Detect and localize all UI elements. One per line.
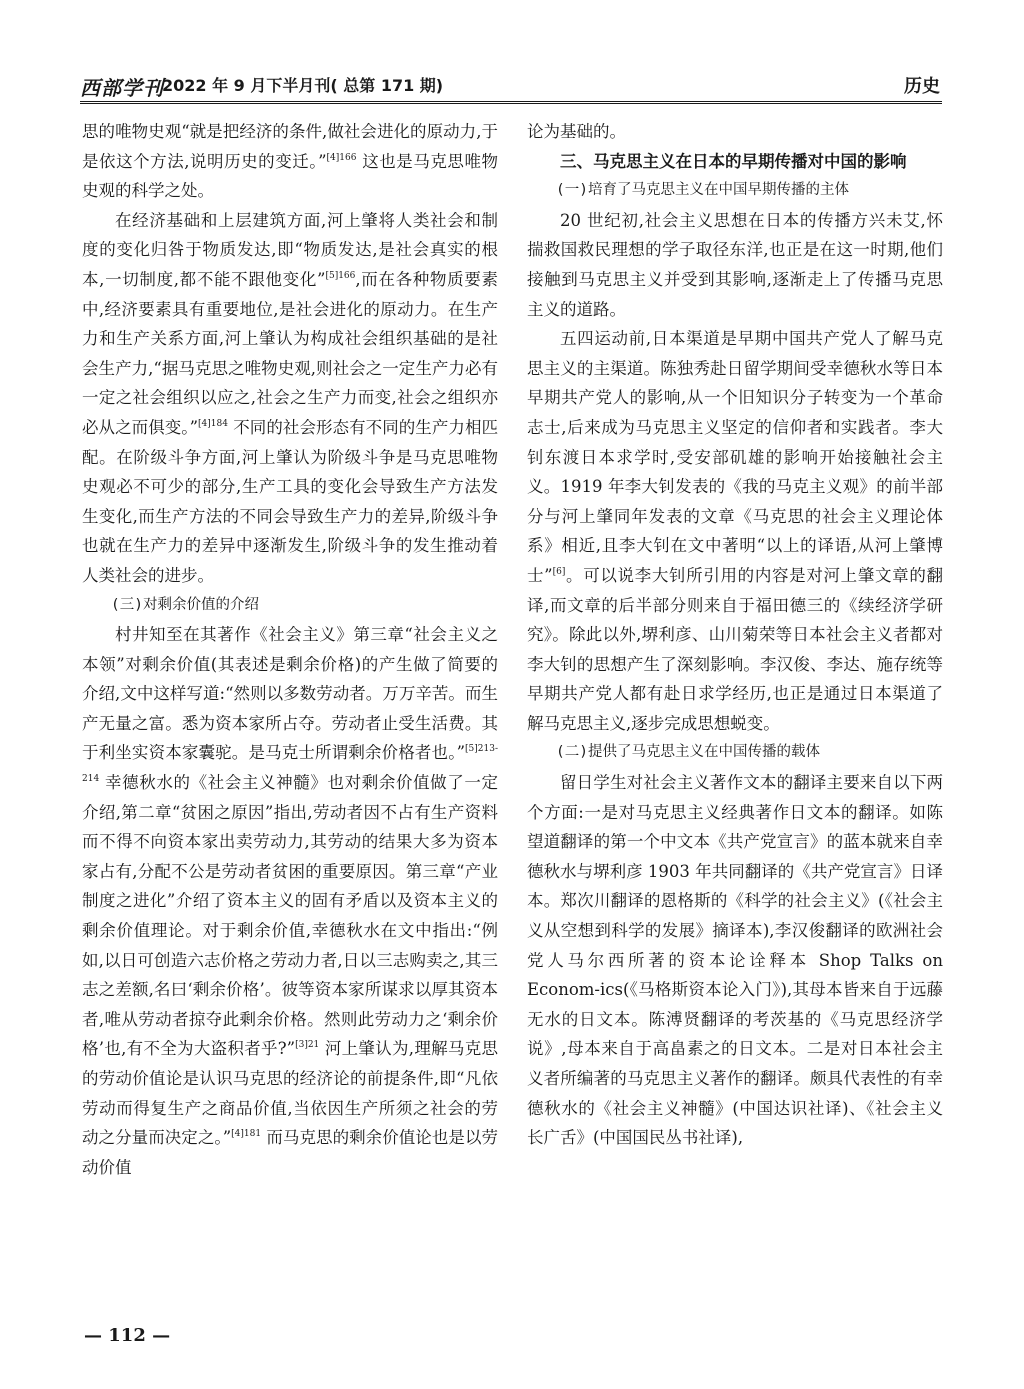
citation: [5]166 bbox=[325, 270, 356, 281]
citation: [4]184 bbox=[198, 418, 228, 429]
subsection-heading: (一)培育了马克思主义在中国早期传播的主体 bbox=[556, 182, 849, 199]
paragraph: 论为基础的。 bbox=[527, 122, 626, 141]
page-number: — 112 — bbox=[84, 1325, 171, 1346]
running-header bbox=[80, 68, 942, 102]
paragraph: 留日学生对社会主义著作文本的翻译主要来自以下两个方面:一是对马克思主义经典著作日文本的翻译。如陈望道翻译的第一个中文本《共产党宣言》的蓝本就来自幸德秋水与堺利彦 1903 年共同翻译的《共产党宣言》日译本。郑次川翻译的恩格斯的《科学的社会主义》(《社会主义从空想到科学的发展》摘译本),李汉俊翻译的欧洲社会党人马尔西所著的资本论诠释本 Shop Talks on Econom-ics(《马格斯资本论入门》),其母本皆来自于远藤无水的日文本。陈溥贤翻译的考茨基的《马克思经济学说》,母本来自于高畠素之的日文本。二是对日本社会主义者所编著的马克思主义著作的翻译。颇具代表性的有幸德秋水的《社会主义神髓》(中国达识社译)、《社会主义长广舌》(中国国民丛书社译), bbox=[527, 773, 943, 1148]
header-rule bbox=[80, 101, 942, 104]
right-column bbox=[527, 117, 943, 1153]
paragraph: 思的唯物史观“就是把经济的条件,做社会进化的原动力,于是依这个方法,说明历史的变迁。”$^{[4]166}$ 这也是马克思唯物史观的科学之处。 bbox=[82, 122, 499, 201]
left-column bbox=[82, 117, 498, 1182]
journal-logo: 西部学刊 bbox=[80, 76, 164, 100]
issue-info: 2022 年 9 月下半月刊( 总第 171 期) bbox=[162, 76, 444, 95]
citation: [6] bbox=[552, 566, 566, 577]
citation: [5]213-214 bbox=[82, 744, 498, 785]
paragraph: 村井知至在其著作《社会主义》第三章“社会主义之本领”对剩余价值(其表述是剩余价格)的产生做了简要的介绍,文中这样写道:“然则以多数劳动者。万万辛苦。而生产无量之富。悉为资本家所占夺。劳动者止受生活费。其于利坐实资本家囊驼。是马克士所谓剩余价格者也。”$^{[5]213-214}$ 幸德秋水的《社会主义神髓》也对剩余价值做了一定介绍,第二章“贫困之原因”指出,劳动者因不占有生产资料而不得不向资本家出卖劳动力,其劳动的结果大多为资本家占有,分配不公是劳动者贫困的重要原因。第三章“产业制度之进化”介绍了资本主义的固有矛盾以及资本主义的剩余价值理论。对于剩余价值,幸德秋水在文中指出:“例如,以日可创造六志价格之劳动力者,日以三志购卖之,其三志之差额,名曰‘剩余价格’。彼等资本家所谋求以厚其资本者,唯从劳动者掠夺此剩余价格。然则此劳动力之‘剩余价格’也,有不全为大盗积者乎?”$^{[3]21}$ 河上肇认为,理解马克思的劳动价值论是认识马克思的经济论的前提条件,即“凡依劳动而得复生产之商品价值,当依因生产所须之社会的劳动之分量而决定之。”$^{[4]181}$ 而马克思的剩余价值论也是以劳动价值 bbox=[82, 625, 499, 1177]
paragraph: 20 世纪初,社会主义思想在日本的传播方兴未艾,怀揣救国救民理想的学子取径东洋,也正是在这一时期,他们接触到马克思主义并受到其影响,逐渐走上了传播马克思主义的道路。 bbox=[527, 210, 943, 319]
paragraph: 五四运动前,日本渠道是早期中国共产党人了解马克思主义的主渠道。陈独秀赴日留学期间受幸德秋水等日本早期共产党人的影响,从一个旧知识分子转变为一个革命志士,后来成为马克思主义坚定的信仰者和实践者。李大钊东渡日本求学时,受安部矶雄的影响开始接触社会主义。1919 年李大钊发表的《我的马克主义观》的前半部分与河上肇同年发表的文章《马克思的社会主义理论体系》相近,且李大钊在文中著明“以上的译语,从河上肇博士”[6]。可以说李大钊所引用的内容是对河上肇文章的翻译,而文章的后半部分则来自于福田德三的《续经济学研究》。除此以外,堺利彦、山川菊荣等日本社会主义者都对李大钊的思想产生了深刻影响。李汉俊、李达、施存统等早期共产党人都有赴日求学经历,也正是通过日本渠道了解马克思主义,逐步完成思想蜕变。 bbox=[527, 329, 944, 733]
citation: [4]166 bbox=[326, 152, 357, 163]
section-heading: 三、马克思主义在日本的早期传播对中国的影响 bbox=[560, 151, 907, 171]
citation: [4]181 bbox=[231, 1129, 262, 1140]
subsection-heading: (二)提供了马克思主义在中国传播的载体 bbox=[556, 744, 820, 761]
paragraph: 在经济基础和上层建筑方面,河上肇将人类社会和制度的变化归咎于物质发达,即“物质发达,是社会真实的根本,一切制度,都不能不跟他变化”$^{[5]166}$,而在各种物质要素中,经济要素具有重要地位,是社会进化的原动力。在生产力和生产关系方面,河上肇认为构成社会组织基础的是社会生产力,“据马克思之唯物史观,则社会之一定生产力必有一定之社会组织以应之,社会之生产力而变,社会之组织亦必从之而俱变。”$^{[4]184}$ 不同的社会形态有不同的生产力相匹配。在阶级斗争方面,河上肇认为阶级斗争是马克思唯物史观必不可少的部分,生产工具的变化会导致生产方法发生变化,而生产方法的不同会导致生产力的差异,阶级斗争也就在生产力的差异中逐渐发生,阶级斗争的发生推动着人类社会的进步。 bbox=[82, 210, 498, 585]
section-name: 历史 bbox=[904, 76, 940, 97]
citation: [3]21 bbox=[295, 1040, 320, 1051]
subsection-heading: (三)对剩余价值的介绍 bbox=[111, 596, 259, 613]
